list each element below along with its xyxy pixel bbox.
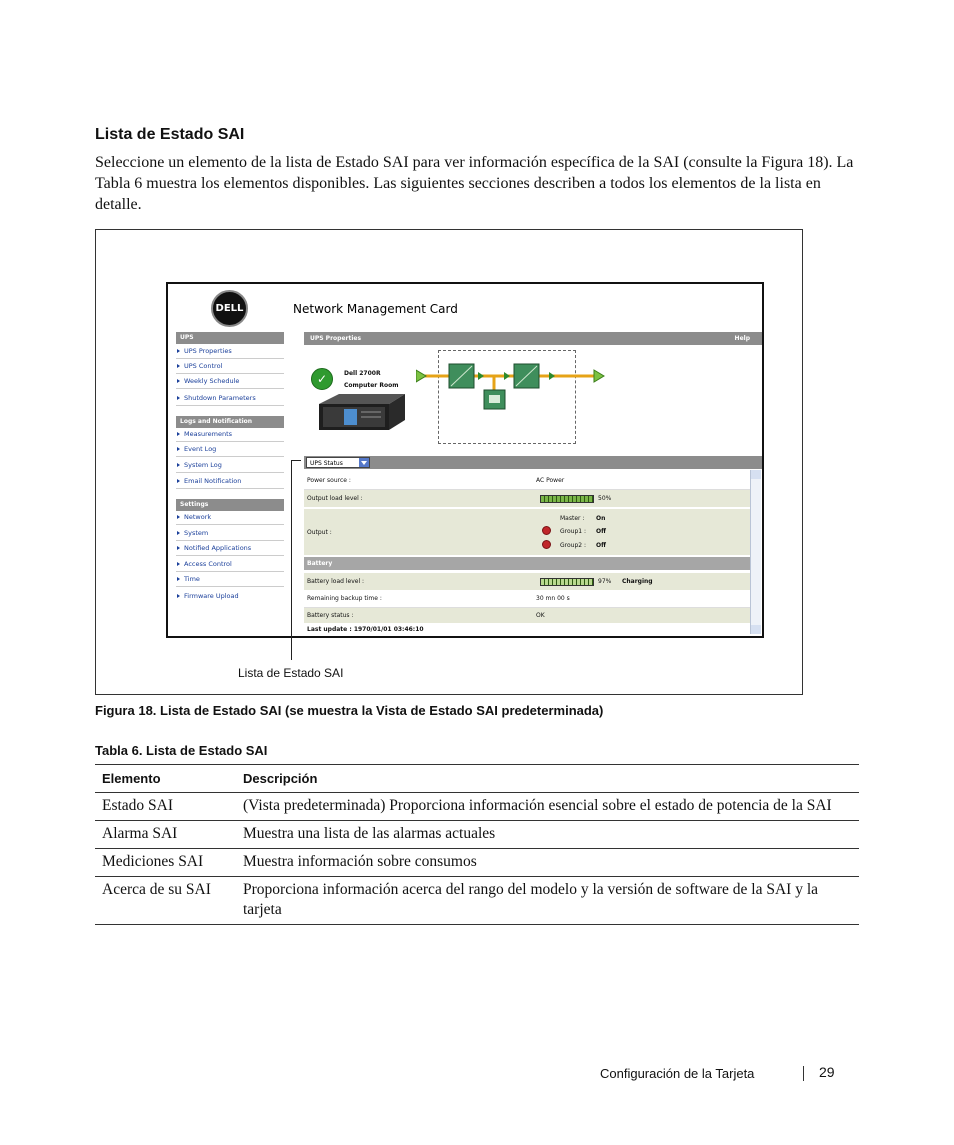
group2-led-icon (542, 540, 551, 549)
scroll-down-icon[interactable] (751, 625, 761, 634)
sidebar-item-event-log[interactable] (176, 442, 284, 457)
last-update-text: Last update : 1970/01/01 03:46:10 (307, 626, 424, 633)
battery-load-meter (540, 578, 594, 586)
column-header-element: Elemento (95, 765, 236, 793)
output-group1-label: Group1 : (560, 528, 587, 535)
row-value: 97% (598, 578, 612, 585)
section-heading: Lista de Estado SAI (95, 126, 245, 143)
ups-properties-title: UPS Properties (310, 335, 362, 342)
arrow-right-icon (177, 432, 180, 436)
arrow-right-icon (177, 515, 180, 519)
column-header-description: Descripción (236, 765, 859, 793)
arrow-right-icon (177, 396, 180, 400)
ups-model-name: Dell 2700R (344, 370, 381, 377)
sidebar-item-label: Time (184, 575, 200, 583)
battery-header: Battery (304, 557, 750, 570)
sidebar-item-label: Access Control (184, 560, 232, 568)
sidebar-item-access-control[interactable] (176, 557, 284, 572)
sidebar-item-label: Email Notification (184, 477, 242, 485)
row-label: Output load level : (307, 495, 363, 502)
sidebar-item-label: Measurements (184, 430, 233, 438)
sidebar-item-label: Weekly Schedule (184, 377, 240, 385)
sidebar-header-settings: Settings (176, 499, 284, 511)
arrow-right-icon (177, 447, 180, 451)
row-remaining-backup (304, 591, 750, 608)
row-value: OK (536, 612, 545, 619)
sidebar-item-measurements[interactable] (176, 427, 284, 442)
sidebar-item-label: Network (184, 513, 212, 521)
table-row (95, 849, 859, 877)
row-value: 50% (598, 495, 612, 502)
sidebar-item-ups-control[interactable] (176, 359, 284, 374)
status-ok-icon: ✓ (311, 368, 333, 390)
table-cell: Muestra una lista de las alarmas actuales (236, 821, 859, 849)
page-number: 29 (819, 1064, 835, 1080)
status-bar (304, 456, 762, 469)
arrow-right-icon (177, 562, 180, 566)
vertical-scrollbar[interactable] (750, 470, 761, 634)
figure-caption: Figura 18. Lista de Estado SAI (se muestra la Vista de Estado SAI predeterminada) (95, 703, 604, 718)
intro-paragraph: Seleccione un elemento de la lista de Estado SAI para ver información específica de la SAI (consulte la Figura 18). La Tabla 6 muestra los elementos disponibles. Las siguientes secciones describen a todos los elementos de la lista en detalle. (95, 154, 854, 213)
table-row (95, 821, 859, 849)
table-cell: Mediciones SAI (95, 849, 236, 877)
arrow-right-icon (177, 364, 180, 368)
output-load-meter (540, 495, 594, 503)
row-value: AC Power (536, 477, 565, 484)
row-battery-load (304, 573, 750, 590)
row-label: Remaining backup time : (307, 595, 382, 602)
ups-properties-bar (304, 332, 762, 345)
sidebar-item-firmware-upload[interactable] (176, 589, 284, 604)
scroll-up-icon[interactable] (751, 470, 761, 479)
arrow-right-icon (177, 531, 180, 535)
table-cell: Alarma SAI (95, 821, 236, 849)
status-select-value: UPS Status (310, 460, 343, 467)
footer-chapter: Configuración de la Tarjeta (600, 1066, 755, 1081)
sidebar-item-label: System Log (184, 461, 222, 469)
callout-label: Lista de Estado SAI (238, 666, 344, 680)
arrow-right-icon (177, 577, 180, 581)
row-label: Output : (307, 529, 332, 536)
row-label: Power source : (307, 477, 351, 484)
help-link[interactable]: Help (734, 335, 750, 342)
sidebar-item-system-log[interactable] (176, 458, 284, 473)
battery-charging-status: Charging (622, 578, 653, 585)
status-list-table (95, 764, 859, 925)
sidebar-item-system[interactable] (176, 526, 284, 541)
power-flow-svg (416, 350, 606, 442)
ups-location: Computer Room (344, 382, 399, 389)
arrow-right-icon (177, 379, 180, 383)
output-group2-value: Off (596, 542, 606, 549)
sidebar-item-label: UPS Control (184, 362, 223, 370)
output-master-value: On (596, 515, 606, 522)
table-title: Tabla 6. Lista de Estado SAI (95, 743, 268, 758)
sidebar-item-email-notification[interactable] (176, 474, 284, 489)
sidebar-item-label: Shutdown Parameters (184, 394, 256, 402)
table-cell: (Vista predeterminada) Proporciona información esencial sobre el estado de potencia de la SAI (236, 793, 859, 821)
row-power-source (304, 473, 750, 490)
footer-separator (803, 1066, 804, 1081)
arrow-right-icon (177, 546, 180, 550)
sidebar-item-label: UPS Properties (184, 347, 232, 355)
output-master-label: Master : (560, 515, 585, 522)
row-label: Battery load level : (307, 578, 365, 585)
callout-line (291, 460, 292, 660)
arrow-right-icon (177, 479, 180, 483)
sidebar-item-label: Notified Applications (184, 544, 252, 552)
table-cell: Acerca de su SAI (95, 877, 236, 925)
arrow-right-icon (177, 594, 180, 598)
callout-tick (291, 460, 301, 461)
app-title: Network Management Card (293, 302, 458, 316)
sidebar-item-shutdown-parameters[interactable] (176, 391, 284, 406)
sidebar-item-network[interactable] (176, 510, 284, 525)
row-battery-status (304, 608, 750, 623)
table-row (95, 877, 859, 925)
table-header-row (95, 765, 859, 793)
output-group1-value: Off (596, 528, 606, 535)
ups-model-info (344, 368, 398, 392)
sidebar-item-label: Event Log (184, 445, 217, 453)
output-group2-label: Group2 : (560, 542, 587, 549)
sidebar-item-label: System (184, 529, 209, 537)
row-output (304, 509, 750, 555)
sidebar-item-weekly-schedule[interactable] (176, 374, 284, 389)
arrow-right-icon (177, 463, 180, 467)
ui-screenshot (166, 282, 764, 638)
sidebar-header-ups: UPS (176, 332, 284, 344)
table-cell: Muestra información sobre consumos (236, 849, 859, 877)
sidebar-header-logs: Logs and Notification (176, 416, 284, 428)
chevron-down-icon[interactable] (359, 458, 369, 467)
row-value: 30 mn 00 s (536, 595, 570, 602)
arrow-right-icon (177, 349, 180, 353)
table-row (95, 793, 859, 821)
last-update (304, 624, 750, 635)
ups-device-image (313, 390, 409, 434)
status-list-select[interactable] (306, 457, 370, 468)
sidebar-item-ups-properties[interactable] (176, 344, 284, 359)
row-label: Battery status : (307, 612, 354, 619)
table-cell: Estado SAI (95, 793, 236, 821)
sidebar-item-label: Firmware Upload (184, 592, 239, 600)
table-cell: Proporciona información acerca del rango del modelo y la versión de software de la SAI y la tarjeta (236, 877, 859, 925)
sidebar-item-time[interactable] (176, 572, 284, 587)
group1-led-icon (542, 526, 551, 535)
sidebar-item-notified-applications[interactable] (176, 541, 284, 556)
dell-logo: DELL (211, 290, 248, 327)
row-output-load (304, 490, 750, 507)
